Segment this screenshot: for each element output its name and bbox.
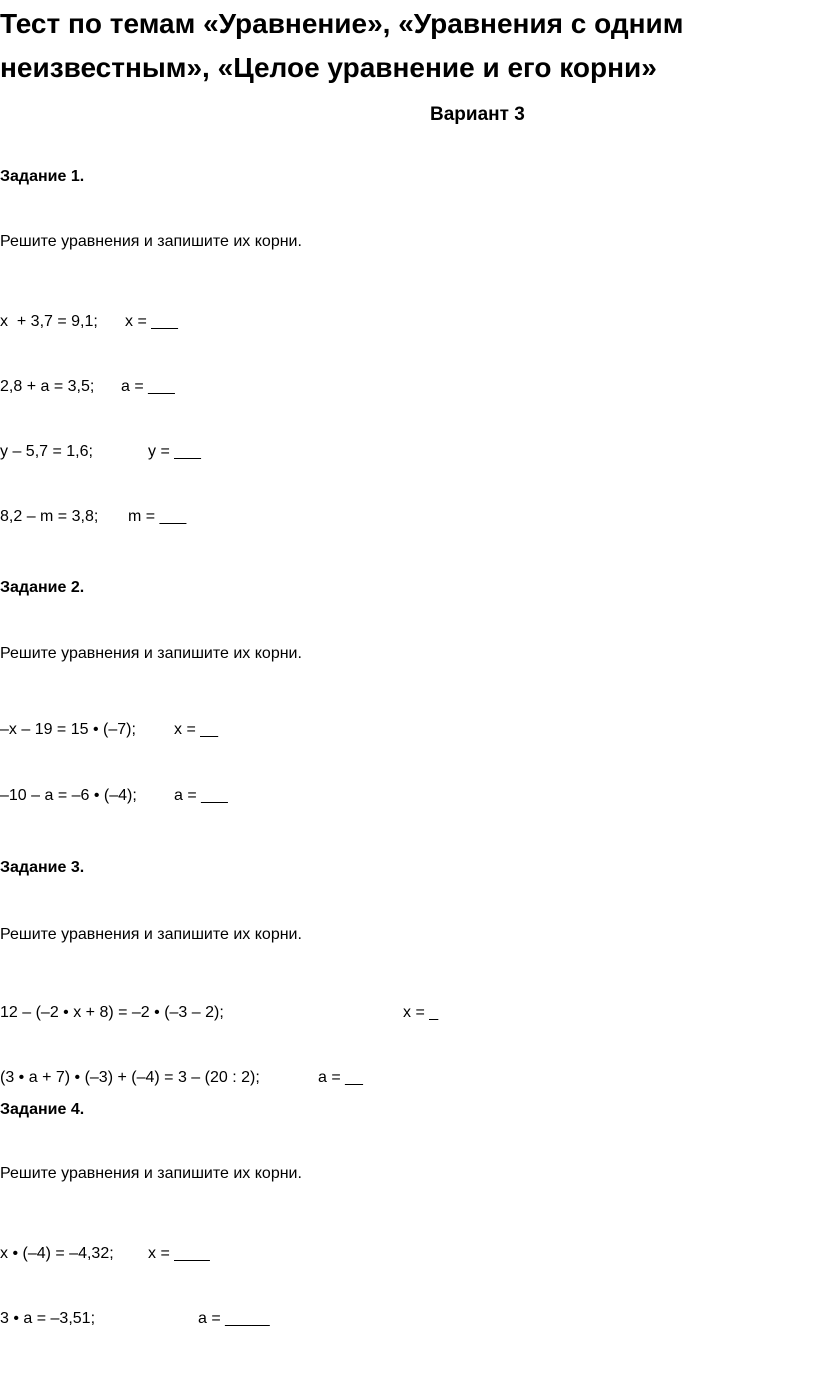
task-2-equation-2: –10 – a = –6 • (–4);: [0, 787, 137, 804]
task-4-answer-1: x = ____: [148, 1245, 210, 1262]
task-3-equation-1: 12 – (–2 • x + 8) = –2 • (–3 – 2);: [0, 1004, 224, 1021]
task-3-equation-2: (3 • a + 7) • (–3) + (–4) = 3 – (20 : 2);: [0, 1069, 260, 1086]
task-2-answer-1: x = __: [174, 721, 219, 738]
page-title: Тест по темам «Уравнение», «Уравнения с одним неизвестным», «Целое уравнение и его корни»: [0, 8, 684, 83]
task-1-equation-1: x + 3,7 = 9,1;: [0, 313, 98, 330]
task-3-heading: Задание 3.: [0, 859, 85, 876]
task-1-equation-3: y – 5,7 = 1,6;: [0, 443, 93, 460]
task-1-equation-4: 8,2 – m = 3,8;: [0, 508, 99, 525]
task-3-answer-2: a = __: [318, 1069, 363, 1086]
task-4-instruction: Решите уравнения и запишите их корни.: [0, 1165, 302, 1182]
task-3-answer-1: x = _: [403, 1004, 439, 1021]
task-4-equation-2: 3 • a = –3,51;: [0, 1310, 96, 1327]
variant-label: Вариант 3: [430, 104, 525, 125]
task-4-answer-2: a = _____: [198, 1310, 270, 1327]
task-1-answer-4: m = ___: [128, 508, 187, 525]
task-1-answer-2: a = ___: [121, 378, 175, 395]
task-4-equation-1: x • (–4) = –4,32;: [0, 1245, 114, 1262]
task-2-equation-1: –x – 19 = 15 • (–7);: [0, 721, 136, 738]
task-1-answer-1: x = ___: [125, 313, 178, 330]
task-3-instruction: Решите уравнения и запишите их корни.: [0, 926, 302, 943]
task-1-instruction: Решите уравнения и запишите их корни.: [0, 233, 302, 250]
task-1-equation-2: 2,8 + a = 3,5;: [0, 378, 95, 395]
task-2-answer-2: a = ___: [174, 787, 228, 804]
task-4-heading: Задание 4.: [0, 1101, 85, 1118]
task-2-instruction: Решите уравнения и запишите их корни.: [0, 645, 302, 662]
task-1-heading: Задание 1.: [0, 168, 85, 185]
task-1-answer-3: y = ___: [148, 443, 201, 460]
task-2-heading: Задание 2.: [0, 579, 85, 596]
